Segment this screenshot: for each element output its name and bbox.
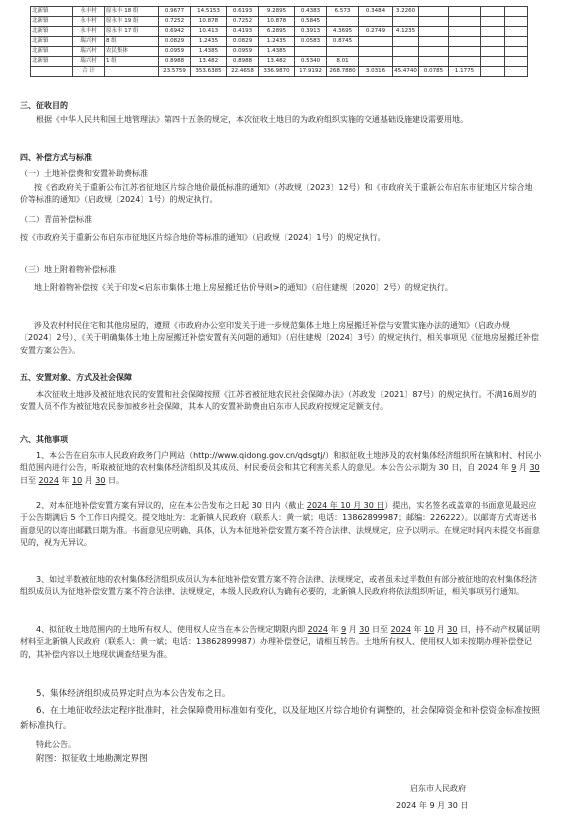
- table-cell: 13.482: [259, 57, 295, 67]
- table-cell: 8 组: [105, 37, 159, 47]
- table-cell: 永丰村: [73, 27, 105, 37]
- table-cell: 10.878: [259, 17, 295, 27]
- table-cell: [449, 37, 481, 47]
- table-row: [31, 47, 528, 57]
- table-row: [31, 7, 528, 17]
- table-cell: [449, 47, 481, 57]
- table-cell: 0.8745: [327, 37, 359, 47]
- table-cell: [481, 7, 505, 17]
- table-cell: [505, 57, 528, 67]
- table-cell: [419, 7, 449, 17]
- table-cell: [419, 57, 449, 67]
- table-cell: 0.8988: [227, 57, 259, 67]
- table-cell: [449, 17, 481, 27]
- table-cell: 0.0829: [159, 37, 191, 47]
- table-cell: 永丰村: [73, 7, 105, 17]
- table-cell: 北新镇: [31, 7, 73, 17]
- issue-date: 2024 年 9 月 30 日: [396, 801, 469, 810]
- table-cell: [481, 27, 505, 37]
- table-cell: 13.482: [191, 57, 227, 67]
- table-cell: 0.6942: [159, 27, 191, 37]
- section-4-para-1: 按《省政府关于重新公布江苏省征地区片综合地价最低标准的通知》（苏政规〔2023〕12号）和《市政府关于重新公布启东市征地区片综合地价等标准的通知》（启政规〔2024〕1号）的规定执行。: [20, 183, 533, 205]
- table-cell: 1.4385: [259, 47, 295, 57]
- table-cell: [327, 17, 359, 27]
- table-cell: 0.9677: [159, 7, 191, 17]
- table-cell: 0.6193: [227, 7, 259, 17]
- section-4-para-3: 地上附着物补偿按《关于印发<启东市集体土地上房屋搬迁估价导则>的通知》（启住建规〔2020〕2号）的规定执行。: [34, 283, 453, 292]
- table-cell: 0.5845: [295, 17, 327, 27]
- table-cell: [393, 57, 419, 67]
- section-4-para-2: 按《市政府关于重新公布启东市征地区片综合地价等标准的通知》（启政规〔2024〕1号）的规定执行。: [20, 233, 386, 242]
- table-cell: [419, 27, 449, 37]
- table-cell: 1.1775: [449, 67, 481, 77]
- table-cell: 原永丰 18 组: [105, 7, 159, 17]
- table-cell: 瑞兴村: [73, 57, 105, 67]
- section-6-heading: 六、其他事项: [20, 435, 68, 444]
- table-row: [31, 27, 528, 37]
- table-cell: 10.878: [191, 17, 227, 27]
- table-cell: 4.3695: [327, 27, 359, 37]
- table-cell: 0.4193: [227, 27, 259, 37]
- table-cell: 农民集体: [105, 47, 159, 57]
- table-cell: 1.2435: [259, 37, 295, 47]
- item-2: 2、对本征地补偿安置方案有异议的，应在本公告发布之日起 30 日内（截止 2024 年 10 月 30 日）提出，实名签名或盖章的书面意见最迟应于公告期满后 5 个工作日内提交。提交地址为：北新镇人民政府（联系人：黄一斌；电话：13862899987；邮编：226222）。以邮寄方式寄送书面意见的以寄出邮戳日期为准。书面意见应明确、具体，认为本征地补偿安置方案不符合法律、法规规定，应予以明示。在规定时间内未提交书面意见的，视为无异议。: [20, 501, 540, 548]
- compensation-table: [30, 6, 528, 77]
- table-cell: 17.9192: [295, 67, 327, 77]
- section-3-heading: 三、征收目的: [20, 101, 68, 110]
- table-cell: 0.7252: [159, 17, 191, 27]
- table-cell: 北新镇: [31, 57, 73, 67]
- table-cell: [359, 57, 393, 67]
- table-cell: 9.2895: [259, 7, 295, 17]
- table-cell: 原永丰 19 组: [105, 17, 159, 27]
- table-cell: 268.7880: [327, 67, 359, 77]
- table-cell: 北新镇: [31, 47, 73, 57]
- table-cell: [295, 47, 327, 57]
- table-cell: [505, 27, 528, 37]
- item-4: 4、拟征收土地范围内的土地所有权人、使用权人应当在本公告规定期限内即 2024 年 9 月 30 日至 2024 年 10 月 30 日，持不动产权属证明材料至北新镇人民政府（联系人：黄一斌；电话：13862899987）办理补偿登记，请相互转告。土地所有权人、使用权人如未按期办理补偿登记的，其补偿内容以土地现状调查结果为准。: [20, 625, 541, 659]
- table-cell: [481, 57, 505, 67]
- table-cell: [449, 27, 481, 37]
- table-cell: [505, 17, 528, 27]
- table-cell: 0.0583: [295, 37, 327, 47]
- table-cell: [419, 47, 449, 57]
- table-cell: 原永丰 17 组: [105, 27, 159, 37]
- table-cell: [505, 37, 528, 47]
- table-cell: [327, 47, 359, 57]
- issuer-name: 启东市人民政府: [410, 784, 466, 793]
- table-row: [31, 57, 528, 67]
- table-cell: 22.4658: [227, 67, 259, 77]
- section-5-heading: 五、安置对象、方式及社会保障: [20, 373, 132, 382]
- table-cell: 45.4740: [393, 67, 419, 77]
- item-1: 1、本公告在启东市人民政府政务门户网站（http://www.qidong.gov.cn/qdsgtj/）和拟征收土地涉及的农村集体经济组织所在镇和村、村民小组范围内进行公告，听取被征地的农村集体经济组织及其成员、村民委员会和其它利害关系人的意见。本公告公示期为 30 日，自 2024 年 9 月 30 日至 2024 年 10 月 30 日。: [20, 451, 543, 485]
- table-cell: 8.01: [327, 57, 359, 67]
- section-4-sub-3: （三）地上附着物补偿标准: [20, 265, 116, 274]
- table-row: [31, 37, 528, 47]
- section-4-sub-2: （二）青苗补偿标准: [20, 215, 92, 224]
- table-cell: 永丰村: [73, 17, 105, 27]
- table-cell: 北新镇: [31, 37, 73, 47]
- table-cell: [505, 7, 528, 17]
- table-cell: [419, 37, 449, 47]
- table-cell: [105, 67, 159, 77]
- table-cell: 0.0959: [159, 47, 191, 57]
- table-cell: [481, 37, 505, 47]
- table-cell: 北新镇: [31, 27, 73, 37]
- table-cell: [449, 7, 481, 17]
- table-cell: [393, 37, 419, 47]
- table-cell: 0.0959: [227, 47, 259, 57]
- item-3: 3、如过半数被征地的农村集体经济组织成员认为本征地补偿安置方案不符合法律、法规规定，或者虽未过半数但有部分被征地的农村集体经济组织成员认为征地补偿安置方案不符合法律、法规规定，本级人民政府认为确有必要的，北新镇人民政府将依法组织听证，相关事项另行通知。: [20, 575, 538, 597]
- table-cell: [449, 57, 481, 67]
- table-cell: 6.2895: [259, 27, 295, 37]
- section-4-sub-1: （一）土地补偿费和安置补助费标准: [20, 169, 148, 178]
- table-cell: 瑞兴村: [73, 47, 105, 57]
- table-cell: 瑞兴村: [73, 37, 105, 47]
- table-cell: 北新镇: [31, 17, 73, 27]
- table-cell: [481, 67, 505, 77]
- table-cell: 6.573: [327, 7, 359, 17]
- table-cell: 336.9870: [259, 67, 295, 77]
- table-cell: [481, 17, 505, 27]
- attachment-line: 附图：拟征收土地勘测定界图: [36, 754, 148, 764]
- section-5-body: 本次征收土地涉及被征地农民的安置和社会保障按照《江苏省被征地农民社会保障办法》（苏政发〔2021〕87号）的规定执行。不满16周岁的安置人员不作为被征地农民参加被乡社会保障，其本人的安置补助费由启东市人民政府按规定足额支付。: [20, 390, 537, 412]
- closing-text: 特此公告。: [36, 740, 76, 749]
- table-cell: [359, 47, 393, 57]
- table-cell: [393, 47, 419, 57]
- table-cell: 0.2749: [359, 27, 393, 37]
- section-4-heading: 四、补偿方式与标准: [20, 153, 92, 162]
- table-cell: 0.5340: [295, 57, 327, 67]
- table-cell: 0.3484: [359, 7, 393, 17]
- item-5: 5、集体经济组织成员界定时点为本公告发布之日。: [36, 689, 231, 699]
- table-total-row: [31, 67, 528, 77]
- item-6: 6、在土地征收经法定程序批准时，社会保障费用标准如有变化，以及征地区片综合地价有调整的，社会保障资金和补偿资金标准按照新标准执行。: [20, 706, 540, 731]
- table-cell: 0.3913: [295, 27, 327, 37]
- table-cell: 0.0829: [227, 37, 259, 47]
- table-cell: 0.0785: [419, 67, 449, 77]
- table-cell: 14.5153: [191, 7, 227, 17]
- table-cell: 1.4385: [191, 47, 227, 57]
- table-cell: 23.5759: [159, 67, 191, 77]
- table-cell: 0.4383: [295, 7, 327, 17]
- table-cell: 合 计: [73, 67, 105, 77]
- section-3-body: 根据《中华人民共和国土地管理法》第四十五条的规定，本次征收土地目的为政府组织实施的交通基础设施建设需要用地。: [36, 115, 468, 124]
- table-cell: 353.6385: [191, 67, 227, 77]
- table-cell: [359, 37, 393, 47]
- table-cell: [419, 17, 449, 27]
- table-cell: 3.2260: [393, 7, 419, 17]
- table-cell: 0.7252: [227, 17, 259, 27]
- table-cell: [359, 17, 393, 27]
- table-row: [31, 17, 528, 27]
- table-cell: 3.0316: [359, 67, 393, 77]
- table-cell: [31, 67, 73, 77]
- table-cell: 10.413: [191, 27, 227, 37]
- table-cell: [505, 47, 528, 57]
- table-cell: [505, 67, 528, 77]
- table-cell: 4.1235: [393, 27, 419, 37]
- table-cell: [393, 17, 419, 27]
- table-cell: 0.8988: [159, 57, 191, 67]
- section-4-para-4: 涉及农村村民住宅和其他房屋的，遵照《市政府办公室印发关于进一步规范集体土地上房屋搬迁补偿与安置实施办法的通知》（启政办规〔2024〕2号）、《关于明确集体土地上房屋搬迁补偿安置有关问题的通知》（启住建规〔2024〕3号）的规定执行，相关事项见《征地房屋搬迁补偿安置方案公告》。: [20, 321, 539, 355]
- table-cell: 1 组: [105, 57, 159, 67]
- table-cell: 1.2435: [191, 37, 227, 47]
- table-cell: [481, 47, 505, 57]
